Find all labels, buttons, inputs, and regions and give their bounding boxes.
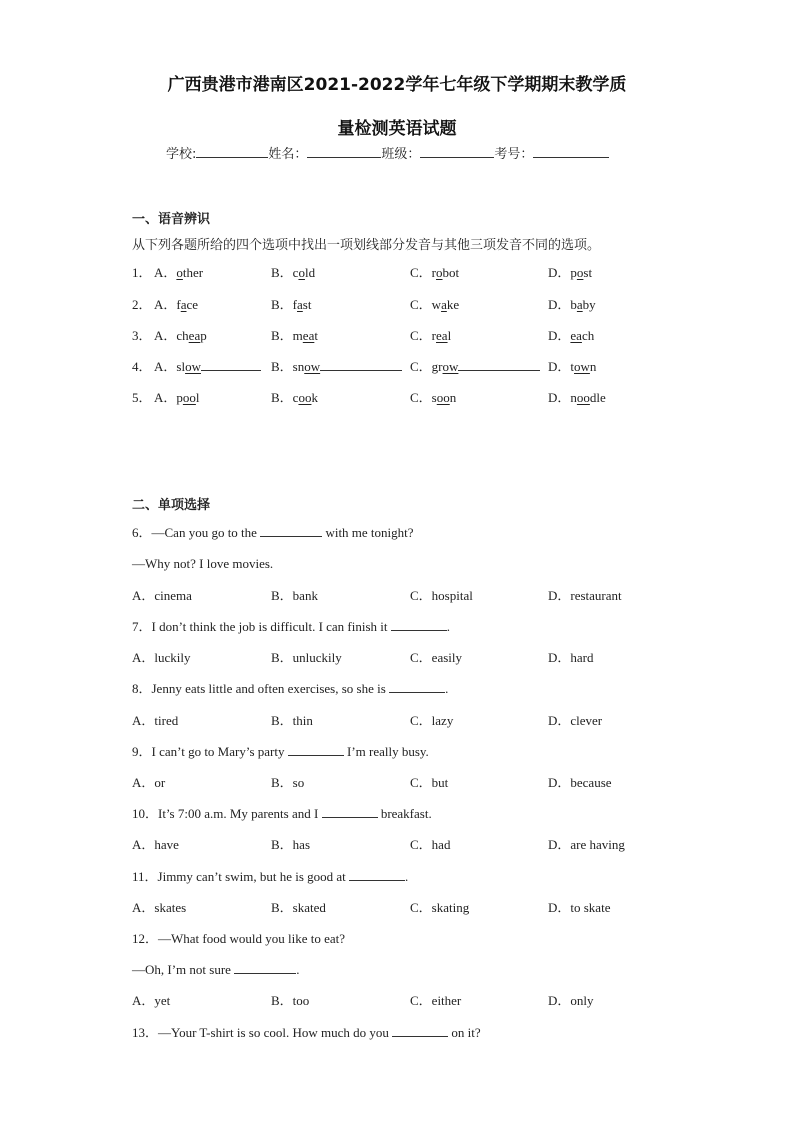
option-text: f bbox=[176, 297, 181, 312]
question-8-text-b: . bbox=[445, 681, 449, 696]
question-7 bbox=[132, 618, 450, 636]
number-label: 考号： bbox=[494, 147, 534, 162]
question-6-reply: —Why not? I love movies. bbox=[132, 556, 274, 571]
question-11-text-a: 11．Jimmy can’t swim, but he is good at bbox=[132, 869, 346, 884]
option-a[interactable]: A．have bbox=[132, 837, 179, 852]
option-text: c bbox=[292, 390, 299, 405]
underlined-letters: a bbox=[180, 297, 187, 312]
option-text: sn bbox=[292, 359, 305, 374]
option-b[interactable]: B．skated bbox=[271, 900, 326, 915]
option-text: n bbox=[570, 390, 577, 405]
option-a[interactable] bbox=[154, 358, 261, 376]
option-text: D． bbox=[548, 328, 571, 343]
answer-blank[interactable] bbox=[349, 869, 405, 881]
option-a[interactable]: A．luckily bbox=[132, 650, 191, 665]
class-label: 班级： bbox=[381, 147, 421, 162]
option-a[interactable]: A．cinema bbox=[132, 588, 192, 603]
question-10-text-a: 10．It’s 7:00 a.m. My parents and I bbox=[132, 806, 319, 821]
question-13-text-a: 13．—Your T-shirt is so cool. How much do you bbox=[132, 1025, 389, 1040]
option-text: b bbox=[570, 297, 577, 312]
underline-line bbox=[201, 359, 261, 371]
option-text: dle bbox=[589, 390, 606, 405]
question-number: 1． bbox=[132, 265, 152, 280]
option-c[interactable]: C．either bbox=[410, 993, 462, 1008]
question-number: 2． bbox=[132, 297, 152, 312]
option-d[interactable]: D．are having bbox=[548, 837, 625, 852]
option-text: w bbox=[431, 297, 442, 312]
question-10-text-b: breakfast. bbox=[380, 806, 432, 821]
option-text: st bbox=[302, 297, 312, 312]
question-6-text-b: with me tonight? bbox=[325, 525, 414, 540]
option-text: C． bbox=[410, 328, 432, 343]
option-text: r bbox=[431, 265, 437, 280]
option-text: B． bbox=[271, 390, 293, 405]
option-text: t bbox=[314, 328, 318, 343]
question-8 bbox=[132, 680, 448, 698]
option-text: B． bbox=[271, 297, 293, 312]
underlined-letters: ea bbox=[436, 328, 448, 343]
underlined-letters: ow bbox=[304, 359, 321, 374]
option-text: t bbox=[570, 359, 575, 374]
section-2-title: 二、单项选择 bbox=[132, 498, 211, 513]
option-text: n bbox=[449, 390, 457, 405]
option-text: A． bbox=[154, 297, 177, 312]
option-text: ke bbox=[446, 297, 460, 312]
option-text: C． bbox=[410, 359, 432, 374]
option-c[interactable]: C．easily bbox=[410, 650, 462, 665]
option-text: B． bbox=[271, 359, 293, 374]
option-text: by bbox=[582, 297, 596, 312]
question-13-text-b: on it? bbox=[451, 1025, 481, 1040]
question-number: 3． bbox=[132, 328, 152, 343]
option-text: B． bbox=[271, 328, 293, 343]
underlined-letters: a bbox=[297, 297, 303, 312]
option-text: l bbox=[447, 328, 452, 343]
question-6-text-a: 6．—Can you go to the bbox=[132, 525, 257, 540]
question-12-reply bbox=[132, 961, 299, 979]
option-text: p bbox=[570, 265, 577, 280]
underlined-letters: oo bbox=[576, 390, 590, 405]
question-7-text-a: 7．I don’t think the job is difficult. I can finish it bbox=[132, 619, 388, 634]
option-c[interactable] bbox=[410, 296, 459, 314]
question-7-text-b: . bbox=[446, 619, 451, 634]
option-text: bot bbox=[442, 265, 460, 280]
option-text: l bbox=[195, 390, 200, 405]
option-a[interactable] bbox=[154, 389, 200, 407]
name-label: 姓名： bbox=[268, 147, 308, 162]
number-field[interactable] bbox=[533, 145, 609, 158]
student-info-line bbox=[166, 143, 609, 162]
option-b[interactable] bbox=[271, 389, 318, 407]
section-1-title: 一、语音辨识 bbox=[132, 212, 211, 227]
question-11-text-b: . bbox=[405, 869, 409, 884]
option-text: k bbox=[311, 390, 318, 405]
option-text: D． bbox=[548, 390, 571, 405]
option-text: p bbox=[176, 390, 183, 405]
option-b[interactable] bbox=[271, 296, 311, 314]
school-label: 学校: bbox=[166, 147, 197, 162]
option-text: ld bbox=[304, 265, 316, 280]
option-b[interactable]: B．has bbox=[271, 837, 311, 852]
option-d[interactable] bbox=[548, 358, 596, 376]
option-c[interactable]: C．had bbox=[410, 837, 451, 852]
option-b[interactable] bbox=[271, 327, 318, 345]
name-field[interactable] bbox=[307, 145, 381, 158]
question-11 bbox=[132, 868, 408, 886]
option-text: A． bbox=[154, 328, 177, 343]
option-d[interactable]: D．clever bbox=[548, 713, 603, 728]
option-b[interactable]: B．unluckily bbox=[271, 650, 342, 665]
option-c[interactable] bbox=[410, 327, 451, 345]
option-text: sl bbox=[176, 359, 186, 374]
underlined-letters: ow bbox=[185, 359, 201, 374]
option-text: D． bbox=[548, 265, 571, 280]
question-8-text-a: 8．Jenny eats little and often exercises, so she is bbox=[132, 681, 386, 696]
option-c[interactable] bbox=[410, 358, 540, 376]
option-c[interactable]: C．lazy bbox=[410, 713, 454, 728]
question-9-text-a: 9．I can’t go to Mary’s party bbox=[132, 744, 285, 759]
question-10 bbox=[132, 805, 432, 823]
option-d[interactable] bbox=[548, 327, 594, 345]
answer-blank[interactable] bbox=[322, 806, 378, 818]
school-field[interactable] bbox=[196, 145, 268, 158]
underlined-letters: ow bbox=[442, 359, 459, 374]
option-c[interactable]: C．hospital bbox=[410, 588, 473, 603]
option-a[interactable]: A．yet bbox=[132, 993, 171, 1008]
section-1-instruction: 从下列各题所给的四个选项中找出一项划线部分发音与其他三项发音不同的选项。 bbox=[132, 238, 601, 253]
question-12-reply-text-b: . bbox=[296, 962, 300, 977]
underlined-letters: ea bbox=[188, 328, 201, 343]
answer-blank[interactable] bbox=[260, 525, 322, 537]
option-text: p bbox=[200, 328, 207, 343]
answer-blank[interactable] bbox=[389, 681, 445, 693]
option-text: st bbox=[583, 265, 593, 280]
underlined-letters: ow bbox=[574, 359, 590, 374]
underlined-letters: oo bbox=[298, 390, 312, 405]
option-a[interactable]: A．tired bbox=[132, 713, 179, 728]
option-text: C． bbox=[410, 297, 432, 312]
question-9-text-b: I’m really busy. bbox=[346, 744, 429, 759]
underlined-letters: o bbox=[576, 265, 584, 280]
page-title-line-1: 广西贵港市港南区2021-2022学年七年级下学期期末教学质 bbox=[167, 75, 627, 95]
answer-blank[interactable] bbox=[391, 619, 447, 631]
option-b[interactable] bbox=[271, 358, 402, 376]
underline-line bbox=[320, 359, 402, 371]
option-text: f bbox=[292, 297, 298, 312]
option-d[interactable] bbox=[548, 296, 596, 314]
option-b[interactable]: B．bank bbox=[271, 588, 318, 603]
question-12-reply-text-a: —Oh, I’m not sure bbox=[132, 962, 231, 977]
option-a[interactable] bbox=[154, 296, 198, 314]
answer-blank[interactable] bbox=[288, 744, 344, 756]
option-c[interactable]: C．but bbox=[410, 775, 449, 790]
option-text: gr bbox=[431, 359, 443, 374]
question-number: 5． bbox=[132, 390, 152, 405]
option-text: c bbox=[292, 265, 299, 280]
option-text: C． bbox=[410, 390, 432, 405]
option-c[interactable] bbox=[410, 389, 456, 407]
answer-blank[interactable] bbox=[392, 1025, 448, 1037]
option-d[interactable] bbox=[548, 389, 606, 407]
option-text: r bbox=[431, 328, 437, 343]
option-d[interactable]: D．hard bbox=[548, 650, 594, 665]
option-text: A． bbox=[154, 390, 177, 405]
option-d[interactable]: D．restaurant bbox=[548, 588, 622, 603]
option-b[interactable]: B．too bbox=[271, 993, 310, 1008]
option-a[interactable]: A．or bbox=[132, 775, 166, 790]
underlined-letters: o bbox=[176, 265, 183, 280]
option-a[interactable] bbox=[154, 327, 207, 345]
underlined-letters: o bbox=[298, 265, 305, 280]
class-field[interactable] bbox=[420, 145, 494, 158]
underlined-letters: a bbox=[441, 297, 447, 312]
option-text: B． bbox=[271, 265, 293, 280]
answer-blank[interactable] bbox=[234, 962, 296, 974]
option-text: ther bbox=[182, 265, 204, 280]
option-d[interactable]: D．to skate bbox=[548, 900, 611, 915]
option-d[interactable] bbox=[548, 264, 592, 282]
underlined-letters: oo bbox=[436, 390, 450, 405]
option-a[interactable] bbox=[154, 264, 203, 282]
option-d[interactable]: D．only bbox=[548, 993, 594, 1008]
option-b[interactable]: B．thin bbox=[271, 713, 313, 728]
option-text: C． bbox=[410, 265, 432, 280]
option-c[interactable]: C．skating bbox=[410, 900, 470, 915]
underlined-letters: ea bbox=[302, 328, 315, 343]
option-text: ch bbox=[176, 328, 189, 343]
question-12: 12．—What food would you like to eat? bbox=[132, 931, 346, 946]
option-text: D． bbox=[548, 297, 571, 312]
question-number: 4． bbox=[132, 359, 152, 374]
option-text: s bbox=[431, 390, 437, 405]
underlined-letters: o bbox=[436, 265, 443, 280]
underlined-letters: a bbox=[576, 297, 583, 312]
option-text: A． bbox=[154, 265, 177, 280]
question-9 bbox=[132, 743, 429, 761]
option-text: ch bbox=[581, 328, 595, 343]
underline-line bbox=[458, 359, 540, 371]
option-a[interactable]: A．skates bbox=[132, 900, 187, 915]
option-b[interactable] bbox=[271, 264, 315, 282]
option-text: D． bbox=[548, 359, 571, 374]
option-b[interactable]: B．so bbox=[271, 775, 305, 790]
option-c[interactable] bbox=[410, 264, 459, 282]
option-text: ce bbox=[186, 297, 199, 312]
option-d[interactable]: D．because bbox=[548, 775, 612, 790]
underlined-letters: ea bbox=[570, 328, 582, 343]
question-13 bbox=[132, 1024, 481, 1042]
option-text: A． bbox=[154, 359, 177, 374]
question-6 bbox=[132, 524, 414, 542]
option-text: n bbox=[589, 359, 597, 374]
option-text: m bbox=[292, 328, 303, 343]
page-title-line-2: 量检测英语试题 bbox=[337, 119, 457, 139]
underlined-letters: oo bbox=[182, 390, 196, 405]
